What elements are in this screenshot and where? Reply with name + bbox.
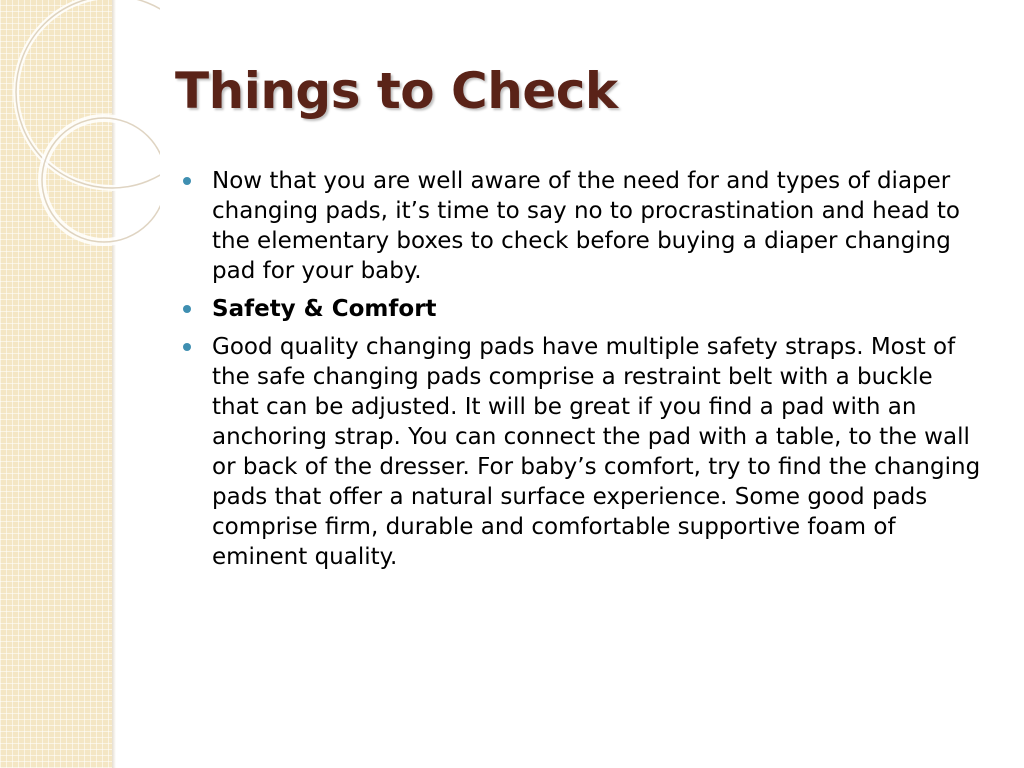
bullet-list (183, 166, 983, 580)
bullet-item (183, 332, 983, 572)
decorative-ring-large (16, 0, 160, 188)
bullet-text: Now that you are well aware of the need for and types of diaper changing pads, it’s time to say no to procrastination and head to the elementary boxes to check before buying a diaper changing pad for your baby. (212, 168, 960, 284)
slide-title: Things to Check (175, 62, 618, 120)
bullet-dot-icon (183, 177, 191, 185)
bullet-heading-safety-comfort: Safety & Comfort (212, 296, 437, 322)
bullet-dot-icon (183, 305, 191, 313)
bullet-text: Good quality changing pads have multiple safety straps. Most of the safe changing pads comprise a restraint belt with a buckle that can be adjusted. It will be great if you find a pad with an anchoring strap. You can connect the pad with a table, to the wall or back of the dresser. For baby’s comfort, try to find the changing pads that offer a natural surface experience. Some good pads comprise firm, durable and comfortable supportive foam of eminent quality. (212, 334, 981, 570)
bullet-item (183, 166, 983, 286)
bullet-item (183, 294, 983, 324)
bullet-dot-icon (183, 343, 191, 351)
decorative-rings (0, 0, 160, 260)
